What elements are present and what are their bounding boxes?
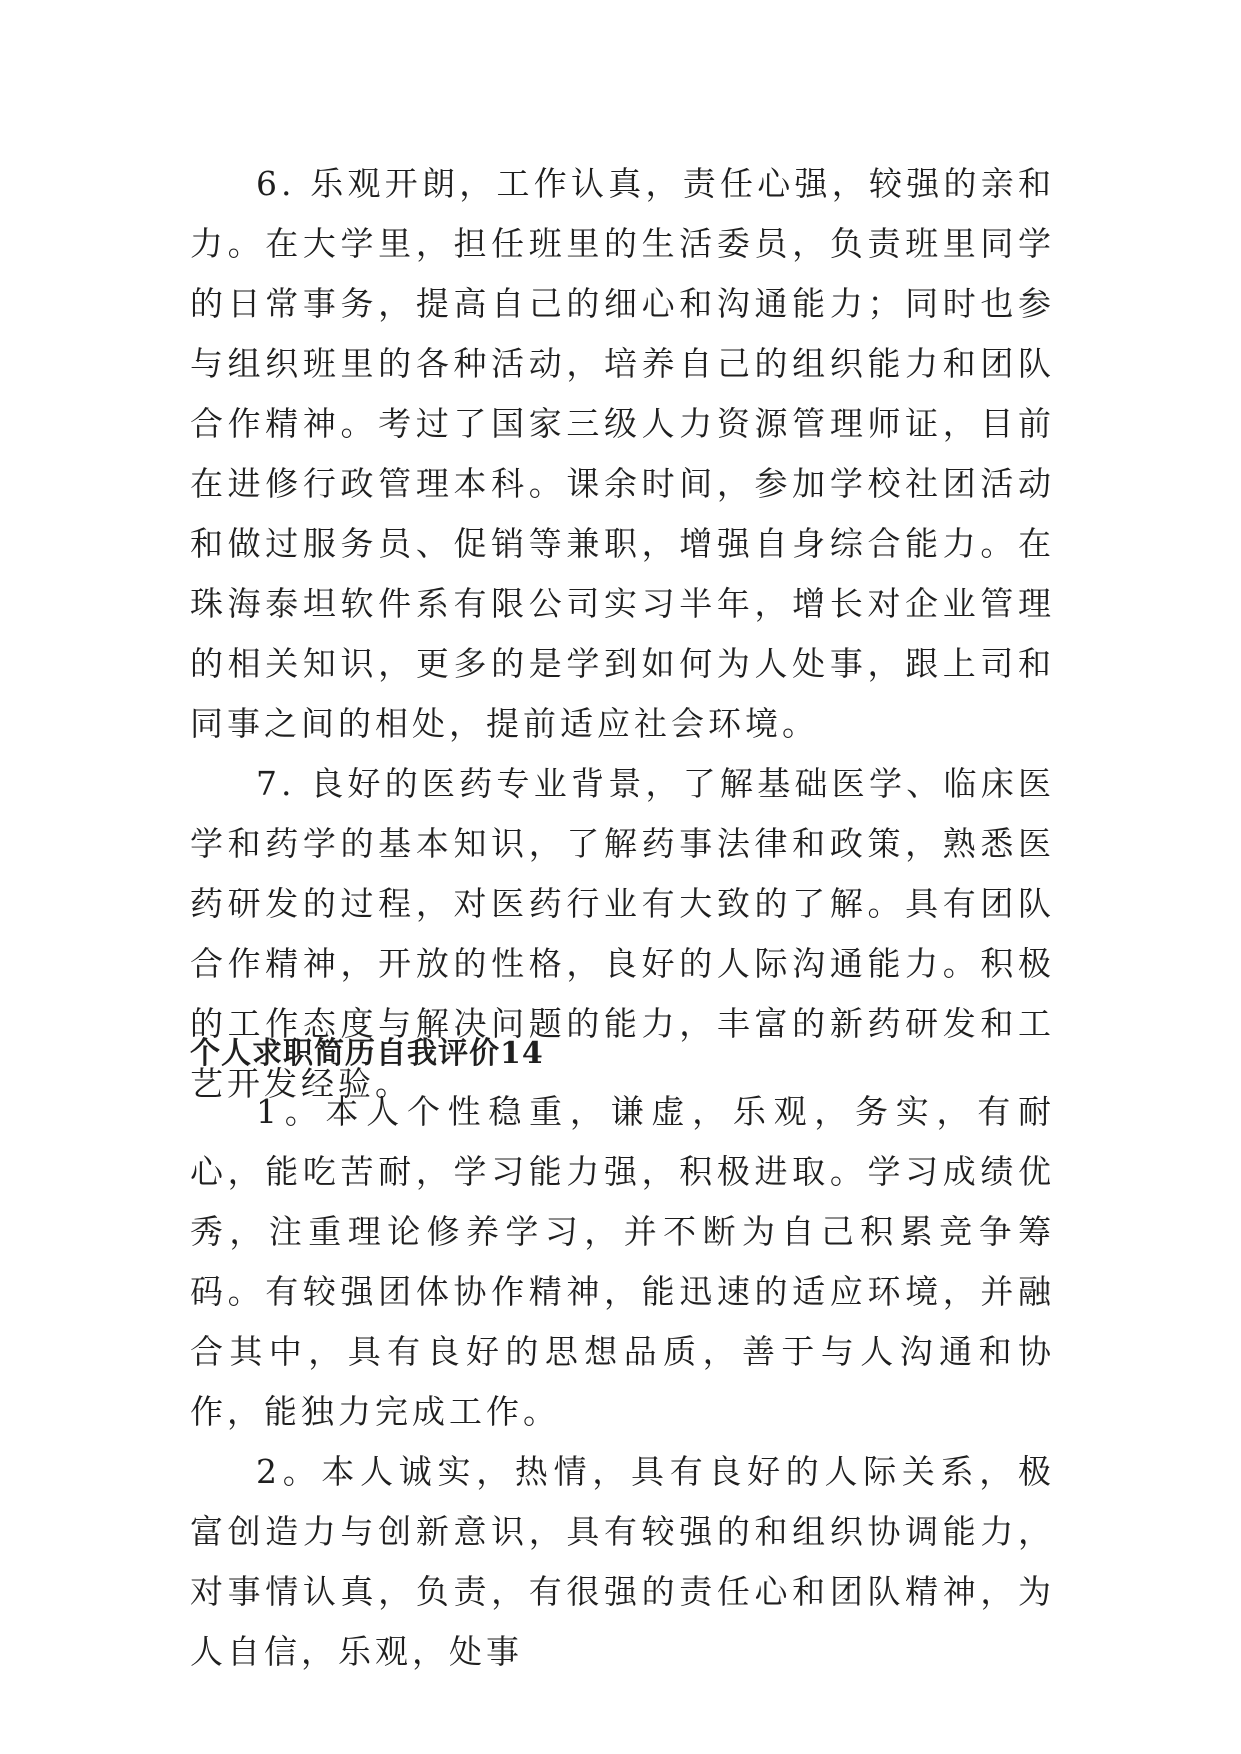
paragraph-2: 2。本人诚实，热情，具有良好的人际关系，极富创造力与创新意识，具有较强的和组织协调能力，对事情认真，负责，有很强的责任心和团队精神，为人自信，乐观，处事 [190, 1452, 1055, 1671]
paragraph-6: 6. 乐观开朗，工作认真，责任心强，较强的亲和力。在大学里，担任班里的生活委员，负责班里同学的日常事务，提高自己的细心和沟通能力；同时也参与组织班里的各种活动，培养自己的组织能力和团队合作精神。考过了国家三级人力资源管理师证，目前在进修行政管理本科。课余时间，参加学校社团活动和做过服务员、促销等兼职，增强自身综合能力。在珠海泰坦软件系有限公司实习半年，增长对企业管理的相关知识，更多的是学到如何为人处事，跟上司和同事之间的相处，提前适应社会环境。 [190, 164, 1055, 743]
body-text-block-top [190, 154, 1055, 1114]
paragraph-1: 1。本人个性稳重，谦虚，乐观，务实，有耐心，能吃苦耐，学习能力强，积极进取。学习成绩优秀，注重理论修养学习，并不断为自己积累竞争筹码。有较强团体协作精神，能迅速的适应环境，并融合其中，具有良好的思想品质，善于与人沟通和协作，能独力完成工作。 [190, 1092, 1055, 1431]
section-heading: 个人求职简历自我评价14 [190, 1036, 544, 1071]
paragraph-7: 7. 良好的医药专业背景，了解基础医学、临床医学和药学的基本知识，了解药事法律和政策，熟悉医药研发的过程，对医药行业有大致的了解。具有团队合作精神，开放的性格，良好的人际沟通能力。积极的工作态度与解决问题的能力，丰富的新药研发和工艺开发经验。 [190, 764, 1055, 1103]
body-text-block-bottom [190, 1082, 1055, 1682]
